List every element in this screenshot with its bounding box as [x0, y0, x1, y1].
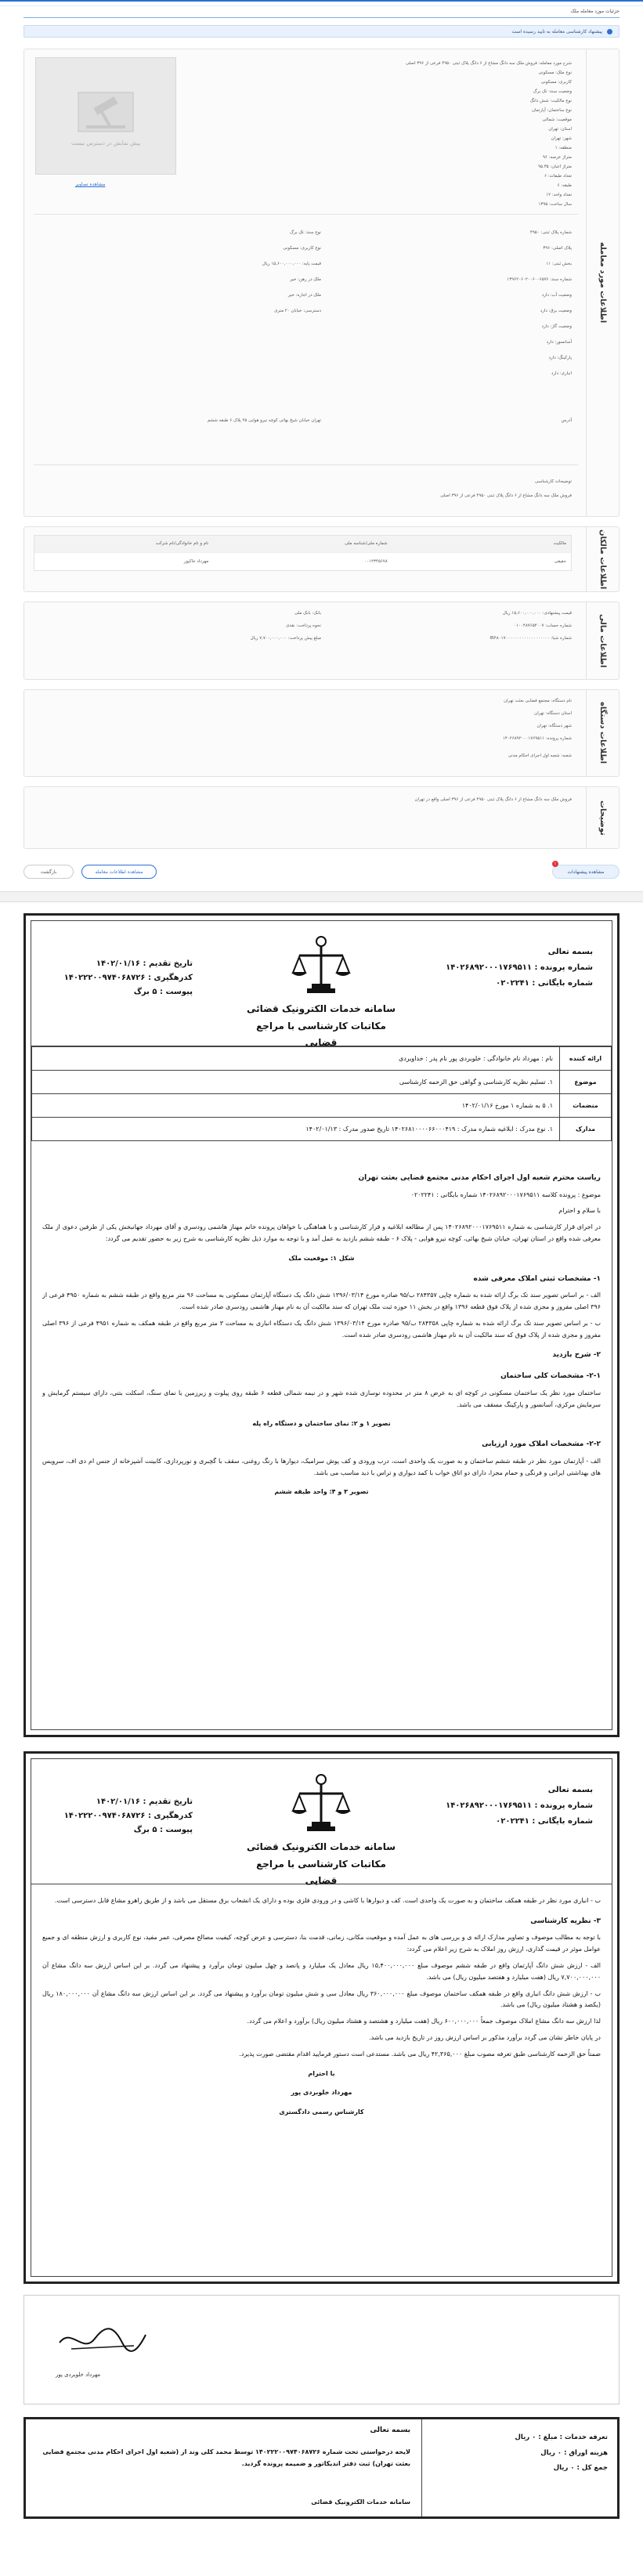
section-heading: ۳- نظریه کارشناسی — [530, 1917, 601, 1925]
doc-title: بسمه تعالی — [547, 948, 593, 956]
field: وضعیت برق: دارد — [540, 309, 572, 313]
receipt-text: لایحه درخواستی تحت شماره ۱۴۰۲۲۲۰۰۹۷۴۰۶۸۷۲۶ توسط محمد کلی وند از (شعبه اول اجرای احکام مدنی مجتمع قضایی بعثت تهران) ثبت دفتر اندیکاتور و ضمیمه پرونده گردید. — [42, 2448, 410, 2468]
section-label: اطلاعات مالکان — [586, 527, 619, 591]
document-header — [31, 1759, 612, 1887]
attachments-count: پیوست : ۵ برگ — [133, 988, 193, 996]
document-header — [31, 921, 612, 1049]
view-offers-button[interactable] — [552, 865, 620, 879]
header-divider — [23, 17, 620, 18]
address-value: تهران خیابان شیخ بهائی کوچه نیرو هوایی ۲۵ پلاک ۶ طبقه ششم — [207, 418, 321, 423]
document-page — [23, 1751, 620, 2284]
description-label: توضیحات کارشناسی — [535, 479, 572, 484]
viewer-toolbar — [0, 891, 643, 902]
case-number: شماره پرونده : ۱۴۰۲۶۸۹۲۰۰۰۱۷۶۹۵۱۱ — [446, 1801, 593, 1810]
figure-caption: تصویر ۳ و ۴: واحد طبقه ششم — [274, 1488, 369, 1496]
header-center — [243, 1772, 399, 1890]
paragraph: با توجه به مطالب موصوف و تصاویر مدارک ارائه ی و بررسی های به عمل آمده و موقعیت مکانی، زمانی، قدمت بنا، دسترسی و عرض کوچه، کیفیت مصالح مصرفی، عمر مفید، نوع کاربری و ارزش منطقه ای و جمیع عوامل موثر در قیمت گذاری، ارزش روز املاک به شرح زیر اعلام می گردد: — [42, 1934, 601, 1953]
field: شماره سند: ۱۳۹۶۲۰۶۰۲۰۰۶۰۰۶۵۷۶ — [507, 277, 572, 282]
receipt-right — [421, 2419, 617, 2516]
subsection-heading: ۲-۱- مشخصات کلی ساختمان — [500, 1372, 601, 1381]
gavel-icon — [70, 85, 141, 139]
description-value: فروش ملک سه دانگ مشاع از ۶ دانگ پلاک ثبتی ۴۹۵۰ فرعی از ۳۹۶ اصلی — [440, 493, 572, 498]
field: شماره پلاک ثبتی: ۴۹۵۰ — [529, 230, 572, 235]
paragraph: ب - ارزش شش دانگ انباری واقع در طبقه همکف ساختمان موصوف مبلغ ۳۶۰,۰۰۰,۰۰۰ ریال معادل سی و شش میلیون تومان برآورد و پیشنهاد می گردد. بر این اساس ارزش سه دانگ مشاع آن ۱۸۰,۰۰۰,۰۰۰ ریال (یکصد و هشتاد میلیون ریال) می باشد. — [42, 1989, 601, 2009]
document-body — [42, 1164, 601, 1506]
info-row — [32, 1071, 612, 1094]
field: انباری: دارد — [551, 371, 572, 376]
paragraph: ساختمان مورد نظر یک ساختمان مسکونی در کوچه ای به عرض ۸ متر در محدوده نوسازی شده شهر و در نیمه شمالی قطعه ۶ طبقه روی پیلوت و زیرزمین با نمای سنگ، اسکلت بتنی، دارای سیستم گرمایش و سرمایش مرکزی، آسانسور و پارکینگ مسقف می باشد. — [42, 1389, 601, 1408]
field: نوع ساختمان: آپارتمان — [531, 108, 572, 113]
doc-title: بسمه تعالی — [547, 1786, 593, 1794]
notice-text: پیشنهاد کارشناسی معامله به تاييد رسيده است — [511, 29, 603, 34]
paragraph: لذا ارزش سه دانگ مشاع املاک موصوف جمعاً ۶۰۰,۰۰۰,۰۰۰ ریال (هفت میلیارد و هشتصد و هشتاد میلیون ریال) برآورد و اعلام می گردد. — [247, 2018, 601, 2025]
paragraph: ضمناً حق الزحمه کارشناسی طبق تعرفه مصوب مبلغ ۴۲,۳۶۵,۰۰۰ ریال می باشد. مستدعی است دستور فرمایید اقدام مقتضی صورت پذیرد. — [239, 2050, 601, 2058]
case-number: شماره پرونده : ۱۴۰۲۶۸۹۲۰۰۰۱۷۶۹۵۱۱ — [446, 963, 593, 972]
section-label: توضیحات — [586, 787, 619, 848]
judiciary-emblem-icon — [290, 1772, 352, 1834]
info-label: منضمات — [560, 1094, 612, 1118]
section-heading: ۲- شرح بازدید — [552, 1351, 601, 1360]
divider — [34, 214, 578, 215]
deal-info-panel — [23, 49, 620, 517]
archive-number: شماره بایگانی : ۰۲۰۲۲۴۱ — [496, 979, 593, 988]
status-notice — [23, 25, 620, 38]
column-header: مالکیت — [553, 541, 566, 547]
paragraph: الف - ارزش شش دانگ آپارتمان واقع در طبقه ششم موصوف مبلغ ۱۵,۴۰۰,۰۰۰,۰۰۰ ریال معادل یک میلیارد و پانصد و چهل میلیون تومان برآورد و پیشنهاد می گردد. بر این اساس ارزش سه دانگ مشاع آن ۷,۷۰۰,۰۰۰,۰۰۰ ریال (هفت میلیارد و هفتصد میلیون ریال) می باشد. — [42, 1962, 601, 1981]
field: آسانسور: دارد — [546, 340, 572, 345]
greeting: با سلام و احترام — [558, 1207, 601, 1215]
header-left — [52, 957, 193, 999]
topic: موضوع : پرونده کلاسه ۱۴۰۲۶۸۹۲۰۰۰۱۷۶۹۵۱۱ شماره بایگانی : ۰۲۰۲۲۴۱ — [410, 1190, 601, 1198]
field: وضعیت سند: تک برگ — [533, 89, 572, 94]
info-value: ۱. نوع مدرک : ابلاغیه شماره مدرک : ۱۴۰۲۶۸۱۰۰۰۰۶۶۰۰۰۴۱۹ تاریخ صدور مدرک : ۱۴۰۲/۰۱/۱۳ — [32, 1118, 560, 1141]
field: نوع سند: تک برگ — [290, 230, 321, 235]
receipt-left — [26, 2419, 421, 2516]
info-label: مدارک — [560, 1118, 612, 1141]
image-placeholder-text: پیش نمایش در دسترس نیست — [70, 139, 141, 146]
document-page — [23, 913, 620, 1737]
field: متراژ اعیان: ۹۵.۳۵ — [538, 164, 572, 169]
signature-caption: مهرداد خلوبردی پور — [56, 2372, 101, 2378]
field: کاربری: مسکونی — [540, 80, 572, 85]
paragraph: الف - آپارتمان مورد نظر در طبقه ششم ساختمان و به صورت یک واحدی است، درب ورودی و کف پوش سرامیک، دیوارها با رنگ روغنی، سقف با گچبری و نورپردازی، کابینت آشپزخانه از جنس ام دی اف، سرویس های بهداشتی ایرانی و فرنگی و حمام مجزا، دارای دو اتاق خواب با کمد دیواری و تراس با دید مناسب می باشد. — [42, 1457, 601, 1476]
system-title: سامانه خدمات الکترونیک قضائی — [246, 1003, 396, 1014]
field: نوع مالکیت: شش دانگ — [529, 99, 572, 103]
info-row — [32, 1094, 612, 1118]
field: نحوه پرداخت: نقدی — [285, 623, 321, 628]
header-right — [413, 945, 593, 992]
table-cell: ۰۰۱۲۳۴۵۶۷۸ — [364, 558, 388, 564]
field: تعداد واحد: ۱۲ — [546, 193, 572, 197]
receipt-title: بسمه تعالی — [370, 2426, 410, 2434]
total-line: جمع کل : ۰ ریال — [553, 2464, 608, 2473]
signature-box — [23, 2295, 620, 2404]
info-row — [32, 1118, 612, 1141]
property-image-placeholder — [35, 57, 176, 175]
attachments-count: پیوست : ۵ برگ — [133, 1826, 193, 1834]
address-label: آدرس — [561, 418, 572, 423]
field: شرح مورد معامله: فروش ملک سه دانگ مشاع از ۶ دانگ پلاک ثبتی ۴۹۵۰ فرعی از ۳۹۶ اصلی — [406, 61, 572, 66]
top-bar — [0, 0, 643, 6]
view-images-link[interactable]: مشاهده تصاویر — [75, 182, 106, 187]
tracking-code: کدرهگیری : ۱۴۰۲۲۲۰۰۹۷۴۰۶۸۷۲۶ — [63, 1812, 193, 1820]
field: وضعیت آب: دارد — [541, 293, 572, 298]
field: شعبه: شعبه اول اجرای احکام مدنی — [508, 753, 572, 758]
fee-line: تعرفه خدمات : مبلغ : ۰ ریال — [515, 2433, 608, 2441]
info-value: نام : مهرداد نام خانوادگی : خلوبردی پور نام پدر : خداویردی — [32, 1047, 560, 1071]
receipt — [23, 2417, 620, 2519]
field: وضعیت گاز: دارد — [541, 324, 572, 329]
addressee: ریاست محترم شعبه اول اجرای احکام مدنی مجتمع قضایی بعثت تهران — [358, 1174, 601, 1182]
field: استان دستگاه: تهران — [534, 711, 572, 716]
field: موقعیت: شمالی — [542, 117, 572, 122]
owners-panel — [23, 526, 620, 592]
field: سال ساخت: ۱۳۹۵ — [538, 202, 572, 207]
field: ملک در رهن: خیر — [290, 277, 321, 282]
document-body — [42, 1895, 601, 2126]
receipt-footer: سامانه خدمات الکترونیک قضائی — [311, 2498, 410, 2506]
info-label: ارائه کننده — [560, 1047, 612, 1071]
field: نام دستگاه: مجتمع قضایی بعثت تهران — [504, 699, 572, 703]
field: استان: تهران — [548, 127, 572, 132]
field: شماره شبا: IR۴۸۰۱۷۰۰۰۰۰۰۰۰۰۰۰۰۰۰۰۰۰۰۰ — [489, 636, 572, 641]
paper-cost-line: هزینه اوراق : ۰ ریال — [540, 2448, 608, 2457]
paragraph: الف - بر اساس تصویر سند تک برگ ارائه شده به شماره چاپی ۲۸۴۳۵۷ ب/۹۵ صادره مورخ ۱۳۹۶/۰۳/۱۴ شش دانگ یک دستگاه آپارتمان مسکونی به مساحت ۹۶ متر مربع واقع در طبقه ششم به شماره ۴۹۵۰ فرعی از ۳۹۶ اصلی مفروز و مجزی شده از پلاک فوق قطعه ۱۳۹۶ واقع در بخش ۱۱ حوزه ثبت ملک تهران که سند مالکیت آن به نام مهناز هاشمی رودسری صادر شده است. — [42, 1292, 601, 1311]
judiciary-emblem-icon — [290, 934, 352, 996]
view-deal-info-label: مشاهده اطلاعات معامله — [95, 869, 143, 875]
document-border — [31, 1758, 612, 2277]
paragraph: در پایان خاطر نشان می گردد برآورد مذکور بر اساس ارزش روز در تاریخ بازدید می باشد. — [369, 2034, 601, 2042]
document-info-table — [31, 1046, 612, 1141]
owners-table — [34, 535, 572, 571]
signer-name: مهرداد خلوبردی پور — [291, 2089, 352, 2097]
field: نوع ملک: مسکونی — [538, 70, 572, 75]
field: شماره حساب: ۰۱۰۰۴۸۷۶۵۴۰۰۷ — [514, 623, 572, 628]
field: متراژ عرصه: ۹۶ — [542, 155, 572, 160]
field: شهر: تهران — [551, 136, 572, 141]
table-row[interactable] — [34, 553, 571, 570]
system-subtitle: مکاتبات کارشناسی با مراجع قضایی — [256, 1020, 386, 1049]
document-border — [31, 920, 612, 1730]
financial-panel — [23, 602, 620, 680]
field: پارکینگ: دارد — [548, 356, 572, 360]
field: طبقه: ۶ — [557, 183, 572, 188]
submit-date: تاریخ تقدیم : ۱۴۰۲/۰۱/۱۶ — [96, 959, 193, 968]
field: پلاک اصلی: ۳۹۶ — [543, 246, 572, 251]
section-heading: ۱- مشخصات ثبتی املاک معرفی شده — [473, 1274, 601, 1283]
submit-date: تاریخ تقدیم : ۱۴۰۲/۰۱/۱۶ — [96, 1797, 193, 1806]
back-button[interactable] — [23, 865, 74, 879]
closing: با احترام — [308, 2069, 335, 2077]
agency-panel — [23, 689, 620, 777]
field: نوع کاربری: مسکونی — [283, 246, 321, 251]
description-panel — [23, 786, 620, 849]
table-cell: مهرداد خاکپور — [183, 558, 209, 564]
field: تعداد طبقات: ۶ — [544, 174, 572, 179]
field: منطقه: ۱ — [554, 146, 572, 150]
signature-image — [56, 2319, 150, 2358]
field: قیمت پیشنهادی: ۱۵,۶۰۰,۰۰۰,۰۰۰ ریال — [502, 611, 572, 616]
tracking-code: کدرهگیری : ۱۴۰۲۲۲۰۰۹۷۴۰۶۸۷۲۶ — [63, 974, 193, 982]
table-cell: حقیقی — [554, 558, 566, 564]
field: دسترسی: خیابان ۲۰ متری — [274, 309, 321, 313]
view-offers-label: مشاهده پیشنهادات — [567, 869, 605, 875]
paragraph: ب - بر اساس تصویر سند تک برگ ارائه شده به شماره چاپی ۲۸۴۳۵۸ ب/۹۵ صادره مورخ ۱۳۹۶/۰۳/۱۴ شش دانگ یک دستگاه انباری به مساحت ۳ متر مربع واقع در طبقه همکف به شماره ۴۹۵۱ فرعی از ۳۹۶ اصلی مفروز و مجزی شده از پلاک فوق که سند مالکیت آن به نام مهناز هاشمی رودسری صادر شده است. — [42, 1319, 601, 1339]
figure-caption: شکل ۱: موقعیت ملک — [288, 1254, 355, 1262]
field: بانک: بانک ملی — [294, 611, 321, 616]
field: مبلغ پیش پرداخت: ۷,۷۰۰,۰۰۰,۰۰۰ ریال — [250, 636, 321, 641]
field: قیمت پایه: ۱۵,۶۰۰,۰۰۰,۰۰۰ ریال — [262, 262, 321, 266]
section-label: اطلاعات دستگاه — [586, 690, 619, 776]
back-label: بازگشت — [40, 869, 57, 875]
subsection-heading: ۲-۲- مشخصات املاک مورد ارزیابی — [482, 1440, 601, 1449]
column-header: نام و نام خانوادگی/نام شرکت — [155, 541, 209, 547]
info-row — [32, 1047, 612, 1071]
archive-number: شماره بایگانی : ۰۲۰۲۲۴۱ — [496, 1817, 593, 1826]
top-accent — [0, 0, 643, 2]
header-center — [243, 934, 399, 1052]
section-label: اطلاعات مالی — [586, 602, 619, 679]
info-value: ۱. ۵ به شماره ۱ مورخ ۱۴۰۲/۰۱/۱۶ — [32, 1094, 560, 1118]
info-value: ۱. تسلیم نظریه کارشناسی و گواهی حق الزحمه کارشناسی — [32, 1071, 560, 1094]
offers-count-badge: ۱ — [552, 861, 558, 867]
section-label: اطلاعات مورد معامله — [586, 49, 619, 516]
divider — [34, 464, 578, 465]
field: ملک در اجاره: خیر — [287, 293, 321, 298]
field: بخش ثبتی: ۱۱ — [546, 262, 572, 266]
figure-caption: تصویر ۱ و ۲: نمای ساختمان و دستگاه راه پله — [252, 1420, 391, 1428]
column-header: شماره ملی/شناسه ملی — [345, 541, 388, 547]
header-right — [413, 1783, 593, 1830]
table-header-row — [34, 536, 571, 553]
system-title: سامانه خدمات الکترونیک قضائی — [246, 1841, 396, 1852]
breadcrumb[interactable]: جزئیات مورد معامله ملک — [570, 9, 620, 14]
view-deal-info-button[interactable] — [81, 865, 157, 879]
header-left — [52, 1795, 193, 1837]
info-label: موضوع — [560, 1071, 612, 1094]
field: شماره پرونده: ۱۴۰۲۶۸۹۲۰۰۰۱۷۶۹۵۱۱ — [502, 736, 572, 741]
info-icon — [607, 29, 612, 34]
description-text: فروش ملک سه دانگ مشاع از ۶ دانگ پلاک ثبتی ۴۹۵۰ فرعی از ۳۹۶ اصلی واقع در تهران — [414, 797, 572, 802]
field: شهر دستگاه: تهران — [536, 724, 572, 728]
paragraph: ب - انباری مورد نظر در طبقه همکف ساختمان و به صورت یک واحدی است. کف و دیوارها با کاشی و در ورودی فلزی بوده و دارای یک انشعاب برق مستقل می باشد و از طریق راهرو مشاع قابل دسترسی است. — [54, 1897, 601, 1904]
system-subtitle: مکاتبات کارشناسی با مراجع قضایی — [256, 1858, 386, 1887]
signer-title: کارشناس رسمی دادگستری — [279, 2108, 364, 2116]
paragraph: در اجرای قرار کارشناسی به شماره ۱۴۰۲۶۸۹۲۰۰۰۱۷۶۹۵۱۱ پس از مطالعه ابلاغیه و قرار کارشناسی و با هماهنگی با خواهان پرونده خانم مهناز هاشمی رودسری و آقای مهرداد جهانبخش یکی از طرفین دعوی از ملک معرفی شده واقع در استان تهران، خیابان شیخ بهائی، کوچه نیرو هوایی - پلاک ۶ - طبقه ششم بازدید به عمل آمد و با توجه به موارد ذیل نظریه کارشناسی به شرح زیر به حضور تقدیم می گردد: — [42, 1223, 601, 1243]
